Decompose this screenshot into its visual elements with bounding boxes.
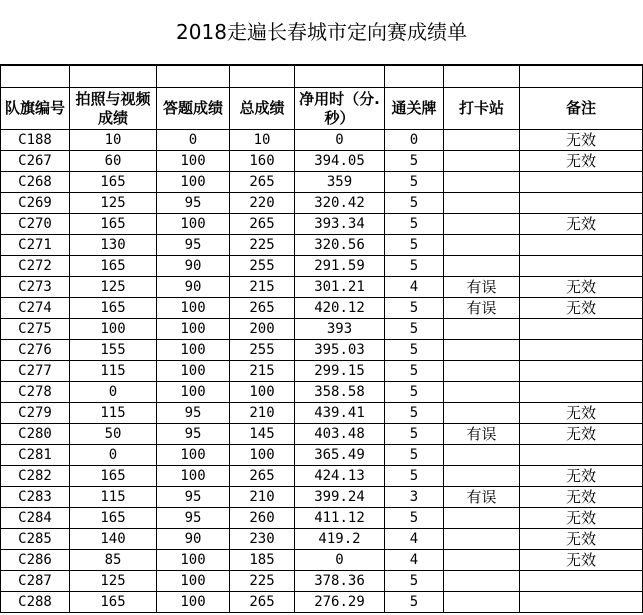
quiz-score-cell[interactable]: 95 xyxy=(157,487,230,508)
photo-video-score-cell[interactable]: 165 xyxy=(70,508,157,529)
quiz-score-cell[interactable]: 100 xyxy=(157,340,230,361)
net-time-cell[interactable]: 276.29 xyxy=(295,592,385,613)
quiz-score-cell[interactable]: 100 xyxy=(157,298,230,319)
remarks-cell[interactable] xyxy=(520,340,643,361)
total-score-cell[interactable]: 210 xyxy=(230,403,295,424)
total-score-cell[interactable]: 225 xyxy=(230,571,295,592)
pass-cards-cell[interactable]: 5 xyxy=(385,508,444,529)
photo-video-score-cell[interactable]: 165 xyxy=(70,172,157,193)
total-score-cell[interactable]: 10 xyxy=(230,130,295,151)
photo-video-score-cell[interactable]: 0 xyxy=(70,382,157,403)
team-id-cell[interactable]: C288 xyxy=(1,592,70,613)
net-time-cell[interactable]: 403.48 xyxy=(295,424,385,445)
total-score-cell[interactable]: 200 xyxy=(230,319,295,340)
checkpoint-cell[interactable] xyxy=(444,382,520,403)
team-id-cell[interactable]: C188 xyxy=(1,130,70,151)
table-row xyxy=(1,361,643,382)
table-row xyxy=(1,592,643,613)
remarks-cell[interactable]: 无效 xyxy=(520,130,643,151)
pass-cards-cell[interactable]: 4 xyxy=(385,529,444,550)
remarks-cell[interactable] xyxy=(520,571,643,592)
header-team-id[interactable]: 队旗编号 xyxy=(1,88,70,130)
empty-cell[interactable] xyxy=(70,66,157,88)
net-time-cell[interactable]: 359 xyxy=(295,172,385,193)
empty-cell[interactable] xyxy=(295,66,385,88)
photo-video-score-cell[interactable]: 165 xyxy=(70,466,157,487)
net-time-cell[interactable]: 399.24 xyxy=(295,487,385,508)
quiz-score-cell[interactable]: 95 xyxy=(157,235,230,256)
pass-cards-cell[interactable]: 5 xyxy=(385,214,444,235)
header-checkpoint[interactable]: 打卡站 xyxy=(444,88,520,130)
total-score-cell[interactable]: 230 xyxy=(230,529,295,550)
pass-cards-cell[interactable]: 5 xyxy=(385,256,444,277)
total-score-cell[interactable]: 255 xyxy=(230,340,295,361)
team-id-cell[interactable]: C280 xyxy=(1,424,70,445)
net-time-cell[interactable]: 320.56 xyxy=(295,235,385,256)
net-time-cell[interactable]: 411.12 xyxy=(295,508,385,529)
total-score-cell[interactable]: 100 xyxy=(230,382,295,403)
team-id-cell[interactable]: C282 xyxy=(1,466,70,487)
table-row xyxy=(1,235,643,256)
header-quiz-score[interactable]: 答题成绩 xyxy=(157,88,230,130)
checkpoint-cell[interactable] xyxy=(444,403,520,424)
table-row xyxy=(1,550,643,571)
results-table-body xyxy=(1,66,643,613)
total-score-cell[interactable]: 265 xyxy=(230,172,295,193)
pass-cards-cell[interactable]: 5 xyxy=(385,592,444,613)
team-id-cell[interactable]: C267 xyxy=(1,151,70,172)
table-row xyxy=(1,424,643,445)
photo-video-score-cell[interactable]: 0 xyxy=(70,445,157,466)
photo-video-score-cell[interactable]: 10 xyxy=(70,130,157,151)
photo-video-score-cell[interactable]: 60 xyxy=(70,151,157,172)
remarks-cell[interactable] xyxy=(520,235,643,256)
quiz-score-cell[interactable]: 95 xyxy=(157,424,230,445)
table-row xyxy=(1,319,643,340)
total-score-cell[interactable]: 255 xyxy=(230,256,295,277)
quiz-score-cell[interactable]: 100 xyxy=(157,571,230,592)
checkpoint-cell[interactable] xyxy=(444,193,520,214)
total-score-cell[interactable]: 215 xyxy=(230,361,295,382)
remarks-cell[interactable] xyxy=(520,256,643,277)
photo-video-score-cell[interactable]: 165 xyxy=(70,256,157,277)
remarks-cell[interactable]: 无效 xyxy=(520,550,643,571)
pass-cards-cell[interactable]: 5 xyxy=(385,466,444,487)
checkpoint-cell[interactable] xyxy=(444,151,520,172)
pass-cards-cell[interactable]: 5 xyxy=(385,193,444,214)
checkpoint-cell[interactable]: 有误 xyxy=(444,298,520,319)
photo-video-score-cell[interactable]: 50 xyxy=(70,424,157,445)
team-id-cell[interactable]: C285 xyxy=(1,529,70,550)
pass-cards-cell[interactable]: 3 xyxy=(385,487,444,508)
pass-cards-cell[interactable]: 4 xyxy=(385,550,444,571)
table-row xyxy=(1,466,643,487)
remarks-cell[interactable]: 无效 xyxy=(520,151,643,172)
team-id-cell[interactable]: C272 xyxy=(1,256,70,277)
checkpoint-cell[interactable] xyxy=(444,529,520,550)
header-net-time[interactable]: 净用时（分.秒） xyxy=(295,88,385,130)
net-time-cell[interactable]: 320.42 xyxy=(295,193,385,214)
checkpoint-cell[interactable] xyxy=(444,340,520,361)
header-row xyxy=(1,88,643,130)
team-id-cell[interactable]: C281 xyxy=(1,445,70,466)
photo-video-score-cell[interactable]: 155 xyxy=(70,340,157,361)
quiz-score-cell[interactable]: 100 xyxy=(157,361,230,382)
empty-cell[interactable] xyxy=(385,66,444,88)
net-time-cell[interactable]: 395.03 xyxy=(295,340,385,361)
pass-cards-cell[interactable]: 5 xyxy=(385,571,444,592)
table-row xyxy=(1,508,643,529)
photo-video-score-cell[interactable]: 85 xyxy=(70,550,157,571)
remarks-cell[interactable] xyxy=(520,445,643,466)
checkpoint-cell[interactable] xyxy=(444,508,520,529)
table-row xyxy=(1,403,643,424)
quiz-score-cell[interactable]: 100 xyxy=(157,319,230,340)
photo-video-score-cell[interactable]: 125 xyxy=(70,193,157,214)
table-row xyxy=(1,445,643,466)
pass-cards-cell[interactable]: 5 xyxy=(385,172,444,193)
pass-cards-cell[interactable]: 5 xyxy=(385,361,444,382)
team-id-cell[interactable]: C273 xyxy=(1,277,70,298)
remarks-cell[interactable]: 无效 xyxy=(520,508,643,529)
net-time-cell[interactable]: 358.58 xyxy=(295,382,385,403)
checkpoint-cell[interactable] xyxy=(444,319,520,340)
table-row xyxy=(1,151,643,172)
remarks-cell[interactable]: 无效 xyxy=(520,214,643,235)
net-time-cell[interactable]: 378.36 xyxy=(295,571,385,592)
empty-cell[interactable] xyxy=(520,66,643,88)
net-time-cell[interactable]: 365.49 xyxy=(295,445,385,466)
remarks-cell[interactable] xyxy=(520,319,643,340)
checkpoint-cell[interactable] xyxy=(444,256,520,277)
photo-video-score-cell[interactable]: 115 xyxy=(70,487,157,508)
photo-video-score-cell[interactable]: 115 xyxy=(70,403,157,424)
remarks-cell[interactable]: 无效 xyxy=(520,466,643,487)
checkpoint-cell[interactable]: 有误 xyxy=(444,424,520,445)
checkpoint-cell[interactable]: 有误 xyxy=(444,487,520,508)
net-time-cell[interactable]: 301.21 xyxy=(295,277,385,298)
checkpoint-cell[interactable] xyxy=(444,172,520,193)
checkpoint-cell[interactable] xyxy=(444,214,520,235)
remarks-cell[interactable] xyxy=(520,592,643,613)
team-id-cell[interactable]: C276 xyxy=(1,340,70,361)
photo-video-score-cell[interactable]: 165 xyxy=(70,592,157,613)
header-total-score[interactable]: 总成绩 xyxy=(230,88,295,130)
quiz-score-cell[interactable]: 90 xyxy=(157,529,230,550)
quiz-score-cell[interactable]: 0 xyxy=(157,130,230,151)
empty-cell[interactable] xyxy=(157,66,230,88)
team-id-cell[interactable]: C277 xyxy=(1,361,70,382)
table-row xyxy=(1,172,643,193)
quiz-score-cell[interactable]: 100 xyxy=(157,172,230,193)
checkpoint-cell[interactable] xyxy=(444,445,520,466)
team-id-cell[interactable]: C270 xyxy=(1,214,70,235)
net-time-cell[interactable]: 299.15 xyxy=(295,361,385,382)
net-time-cell[interactable]: 0 xyxy=(295,550,385,571)
photo-video-score-cell[interactable]: 125 xyxy=(70,277,157,298)
team-id-cell[interactable]: C269 xyxy=(1,193,70,214)
net-time-cell[interactable]: 439.41 xyxy=(295,403,385,424)
remarks-cell[interactable]: 无效 xyxy=(520,403,643,424)
remarks-cell[interactable]: 无效 xyxy=(520,424,643,445)
pass-cards-cell[interactable]: 5 xyxy=(385,298,444,319)
quiz-score-cell[interactable]: 100 xyxy=(157,445,230,466)
pass-cards-cell[interactable]: 0 xyxy=(385,130,444,151)
total-score-cell[interactable]: 265 xyxy=(230,466,295,487)
checkpoint-cell[interactable] xyxy=(444,130,520,151)
remarks-cell[interactable] xyxy=(520,193,643,214)
empty-cell[interactable] xyxy=(444,66,520,88)
empty-cell[interactable] xyxy=(1,66,70,88)
photo-video-score-cell[interactable]: 100 xyxy=(70,319,157,340)
photo-video-score-cell[interactable]: 115 xyxy=(70,361,157,382)
total-score-cell[interactable]: 210 xyxy=(230,487,295,508)
team-id-cell[interactable]: C278 xyxy=(1,382,70,403)
checkpoint-cell[interactable]: 有误 xyxy=(444,277,520,298)
total-score-cell[interactable]: 260 xyxy=(230,508,295,529)
header-photo-video-score[interactable]: 拍照与视频成绩 xyxy=(70,88,157,130)
table-row xyxy=(1,382,643,403)
quiz-score-cell[interactable]: 100 xyxy=(157,151,230,172)
team-id-cell[interactable]: C275 xyxy=(1,319,70,340)
remarks-cell[interactable] xyxy=(520,172,643,193)
total-score-cell[interactable]: 225 xyxy=(230,235,295,256)
checkpoint-cell[interactable] xyxy=(444,466,520,487)
checkpoint-cell[interactable] xyxy=(444,361,520,382)
photo-video-score-cell[interactable]: 165 xyxy=(70,298,157,319)
quiz-score-cell[interactable]: 95 xyxy=(157,193,230,214)
total-score-cell[interactable]: 265 xyxy=(230,298,295,319)
total-score-cell[interactable]: 220 xyxy=(230,193,295,214)
total-score-cell[interactable]: 215 xyxy=(230,277,295,298)
total-score-cell[interactable]: 185 xyxy=(230,550,295,571)
team-id-cell[interactable]: C283 xyxy=(1,487,70,508)
net-time-cell[interactable]: 393.34 xyxy=(295,214,385,235)
photo-video-score-cell[interactable]: 125 xyxy=(70,571,157,592)
total-score-cell[interactable]: 265 xyxy=(230,592,295,613)
quiz-score-cell[interactable]: 95 xyxy=(157,508,230,529)
pass-cards-cell[interactable]: 5 xyxy=(385,319,444,340)
checkpoint-cell[interactable] xyxy=(444,592,520,613)
quiz-score-cell[interactable]: 100 xyxy=(157,214,230,235)
table-row xyxy=(1,277,643,298)
pass-cards-cell[interactable]: 5 xyxy=(385,445,444,466)
empty-row xyxy=(1,66,643,88)
team-id-cell[interactable]: C279 xyxy=(1,403,70,424)
table-row xyxy=(1,193,643,214)
team-id-cell[interactable]: C287 xyxy=(1,571,70,592)
net-time-cell[interactable]: 393 xyxy=(295,319,385,340)
team-id-cell[interactable]: C274 xyxy=(1,298,70,319)
remarks-cell[interactable] xyxy=(520,382,643,403)
table-row xyxy=(1,529,643,550)
header-pass-cards[interactable]: 通关牌 xyxy=(385,88,444,130)
team-id-cell[interactable]: C284 xyxy=(1,508,70,529)
quiz-score-cell[interactable]: 100 xyxy=(157,466,230,487)
remarks-cell[interactable]: 无效 xyxy=(520,277,643,298)
quiz-score-cell[interactable]: 100 xyxy=(157,382,230,403)
remarks-cell[interactable]: 无效 xyxy=(520,487,643,508)
photo-video-score-cell[interactable]: 165 xyxy=(70,214,157,235)
net-time-cell[interactable]: 291.59 xyxy=(295,256,385,277)
checkpoint-cell[interactable] xyxy=(444,550,520,571)
pass-cards-cell[interactable]: 5 xyxy=(385,403,444,424)
quiz-score-cell[interactable]: 100 xyxy=(157,550,230,571)
pass-cards-cell[interactable]: 5 xyxy=(385,235,444,256)
empty-cell[interactable] xyxy=(230,66,295,88)
sheet-title: 2018走遍长春城市定向赛成绩单 xyxy=(176,20,467,44)
total-score-cell[interactable]: 160 xyxy=(230,151,295,172)
photo-video-score-cell[interactable]: 140 xyxy=(70,529,157,550)
table-row xyxy=(1,298,643,319)
quiz-score-cell[interactable]: 90 xyxy=(157,277,230,298)
table-row xyxy=(1,214,643,235)
total-score-cell[interactable]: 145 xyxy=(230,424,295,445)
remarks-cell[interactable] xyxy=(520,361,643,382)
team-id-cell[interactable]: C286 xyxy=(1,550,70,571)
table-row xyxy=(1,487,643,508)
pass-cards-cell[interactable]: 5 xyxy=(385,424,444,445)
title-row xyxy=(0,0,643,65)
team-id-cell[interactable]: C271 xyxy=(1,235,70,256)
checkpoint-cell[interactable] xyxy=(444,235,520,256)
remarks-cell[interactable]: 无效 xyxy=(520,529,643,550)
results-table xyxy=(0,65,643,613)
net-time-cell[interactable]: 0 xyxy=(295,130,385,151)
pass-cards-cell[interactable]: 5 xyxy=(385,382,444,403)
quiz-score-cell[interactable]: 100 xyxy=(157,592,230,613)
pass-cards-cell[interactable]: 5 xyxy=(385,340,444,361)
quiz-score-cell[interactable]: 95 xyxy=(157,403,230,424)
photo-video-score-cell[interactable]: 130 xyxy=(70,235,157,256)
net-time-cell[interactable]: 420.12 xyxy=(295,298,385,319)
pass-cards-cell[interactable]: 5 xyxy=(385,151,444,172)
net-time-cell[interactable]: 394.05 xyxy=(295,151,385,172)
header-remarks[interactable]: 备注 xyxy=(520,88,643,130)
checkpoint-cell[interactable] xyxy=(444,571,520,592)
table-row xyxy=(1,130,643,151)
total-score-cell[interactable]: 265 xyxy=(230,214,295,235)
table-row xyxy=(1,571,643,592)
total-score-cell[interactable]: 100 xyxy=(230,445,295,466)
quiz-score-cell[interactable]: 90 xyxy=(157,256,230,277)
net-time-cell[interactable]: 424.13 xyxy=(295,466,385,487)
team-id-cell[interactable]: C268 xyxy=(1,172,70,193)
table-row xyxy=(1,340,643,361)
net-time-cell[interactable]: 419.2 xyxy=(295,529,385,550)
remarks-cell[interactable]: 无效 xyxy=(520,298,643,319)
table-row xyxy=(1,256,643,277)
pass-cards-cell[interactable]: 4 xyxy=(385,277,444,298)
